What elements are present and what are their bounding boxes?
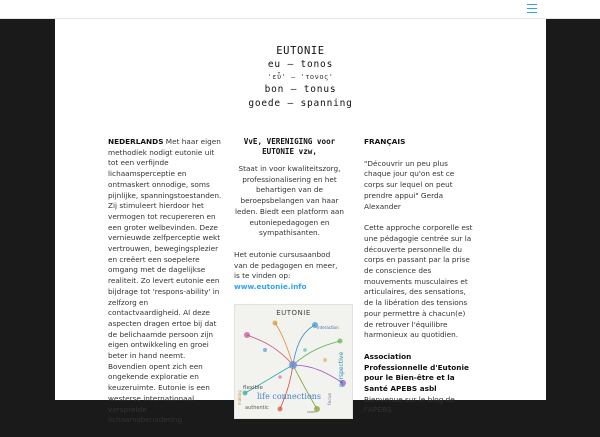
- fr-welcome: Bienvenue sur le blog de l'APEBS: [364, 394, 455, 415]
- top-bar: [0, 0, 600, 19]
- wordcloud-word: making: [237, 389, 242, 405]
- wordcloud-word: authentic: [245, 404, 269, 411]
- fr-label: FRANÇAIS: [364, 137, 406, 146]
- wordcloud-word: zoom: [307, 409, 317, 414]
- column-nederlands: [108, 137, 222, 437]
- wordcloud-word: flexible: [243, 384, 263, 391]
- vve-description: Staat in voor kwaliteitszorg, professionalisering en het behartigen van de beroepsbelangen van haar leden. Biedt een platform aan eutoniepedagogen en sympathisanten.: [234, 164, 345, 238]
- hero-line-eu-tonos: eu – tonos: [267, 59, 334, 70]
- nl-paragraph: [108, 137, 222, 426]
- wordcloud-word: perspective: [338, 351, 345, 387]
- nl-text: Met haar eigen methodiek nodigt eutonie uit tot een verfijnde lichaamsperceptie en ontmaskert onnodige, soms pijnlijke, spanningstoestanden. Zij stimuleert hierdoor het vermogen tot recupereren en een groter welbevinden. Deze vernieuwde zelfperceptie wekt vertrouwen, bewegingsplezier en creëert een soepelere omgang met de dagelijkse realiteit. Zo levert eutonie een bijdrage tot 'respons-ability' in zelfzorg en contactvaardigheid. Al deze aspecten dragen ertoe bij dat de belichaamde persoon zijn eigen ontwikkeling en groei beter in hand neemt. Bovendien opent zich een ongekende exploratie en keuzeruimte. Eutonie is een westerse internationaal verspreide lichaamsbenadering: [108, 137, 222, 425]
- eutonie-info-link[interactable]: www.eutonie.info: [234, 282, 307, 292]
- wordcloud-word: life connections: [257, 391, 322, 401]
- wordcloud-word: focus: [328, 392, 333, 405]
- vve-heading: VvE, VERENIGING voor EUTONIE vzw,: [243, 137, 336, 156]
- fr-association-name: Association Professionnelle d'Eutonie pour le Bien-être et la Santé APEBS asbl: [364, 351, 469, 394]
- hero-heading: [55, 45, 546, 111]
- nl-label: NEDERLANDS: [108, 137, 164, 146]
- column-francais: [364, 137, 476, 416]
- fr-association: [364, 352, 476, 416]
- page-content: [55, 19, 546, 425]
- hamburger-menu-icon[interactable]: [527, 4, 537, 13]
- hero-line-bon-tonus: bon – tonus: [264, 84, 337, 95]
- hero-line-goede-spanning: goede – spanning: [248, 98, 353, 109]
- hero-title: EUTONIE: [276, 45, 325, 57]
- fr-quote: "Découvrir un peu plus chaque jour qu'on est ce corps sur lequel on peut prendre appui" Gerda Alexander: [364, 158, 455, 211]
- wordcloud-title: EUTONIE: [276, 308, 311, 317]
- column-vve: [234, 137, 345, 419]
- hero-line-greek: 'εὖ' – 'τονος': [267, 73, 334, 81]
- vve-course-paragraph: [234, 250, 345, 293]
- vve-course-text: Het eutonie cursusaanbod van de pedagogen en meer, is te vinden op:: [234, 249, 338, 281]
- eutonie-word-cloud-image: [234, 304, 353, 419]
- wordcloud-word: interaction: [317, 324, 339, 330]
- fr-text: Cette approche corporelle est une pédagogie centrée sur la découverte personnelle du corps en passant par la prise de conscience des mouvements musculaires et articulaires, des sensations, de la libération des tensions pour permettre à chacun(e) de retrouver l'équilibre harmonieux au quotidien.: [364, 223, 473, 340]
